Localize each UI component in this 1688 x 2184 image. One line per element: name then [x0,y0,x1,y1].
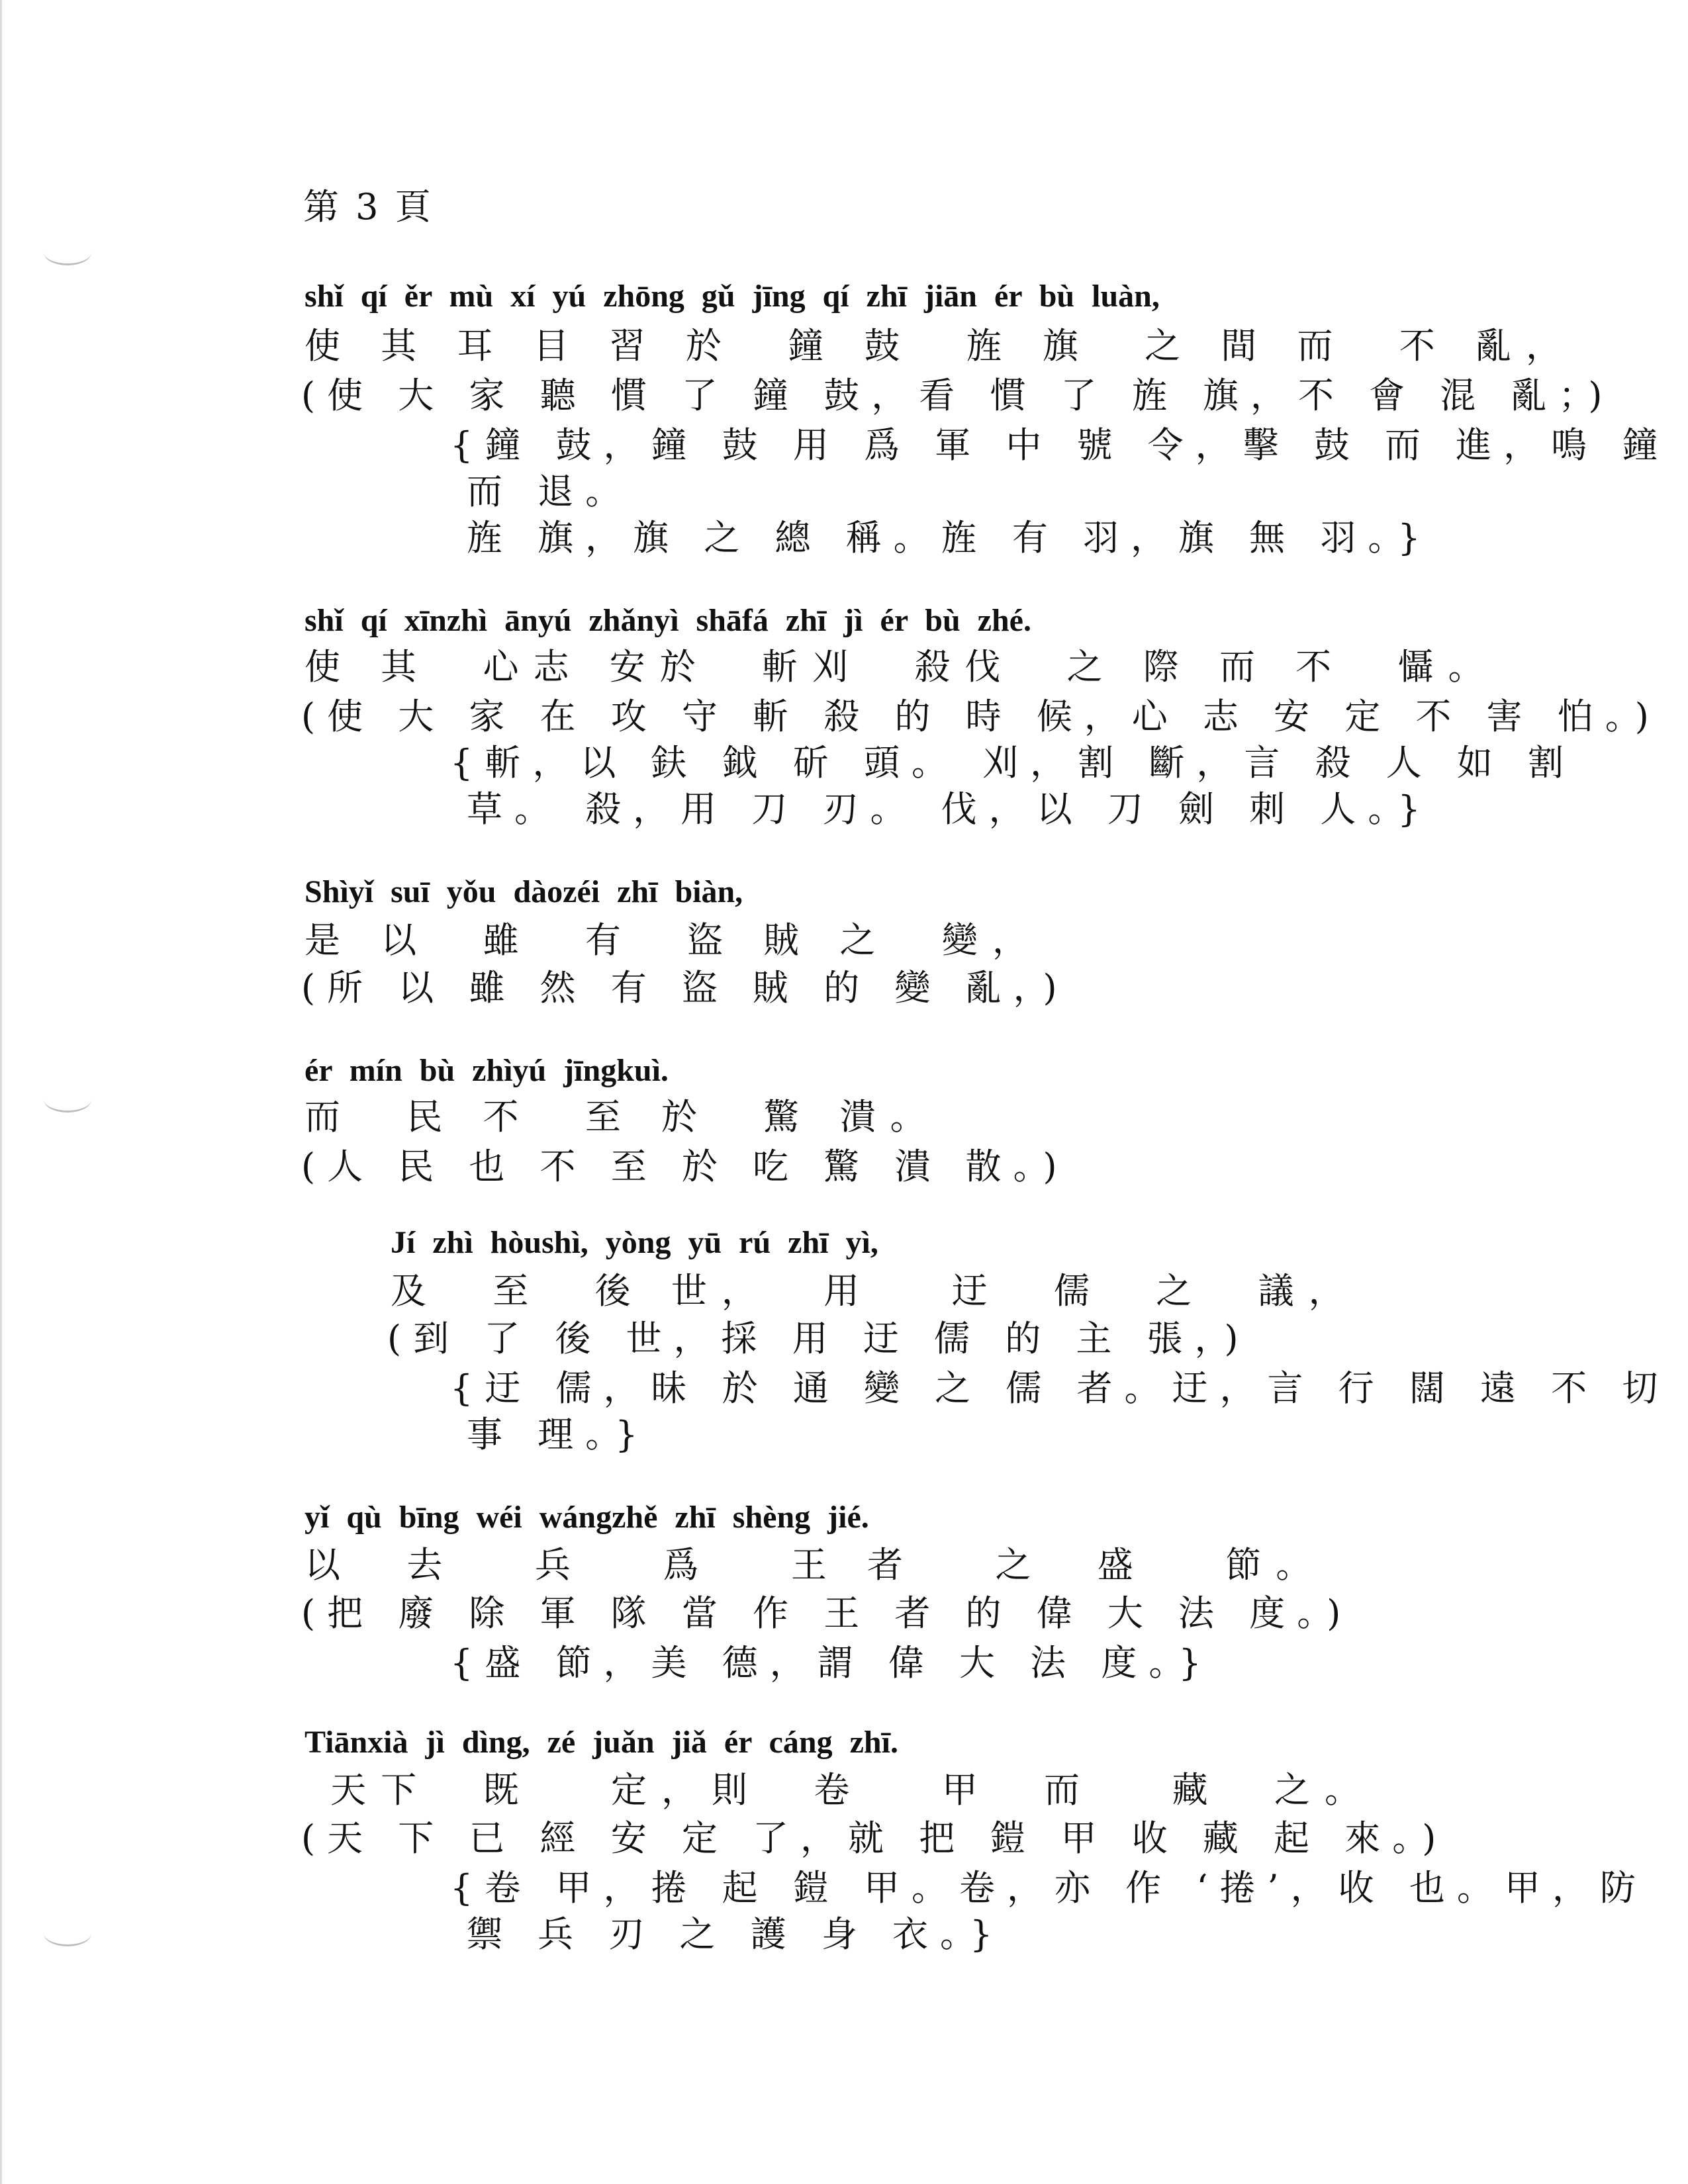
translation-line: (人 民 也 不 至 於 吃 驚 潰 散。) [301,1146,1069,1187]
pinyin-line: Shìyǐ suī yǒu dàozéi zhī biàn, [305,874,743,909]
note-line: 旌 旗，旗 之 總 稱。旌 有 羽，旗 無 羽。} [467,517,1432,559]
classical-text-line: 使 其 耳 目 習 於 鐘 鼓 旌 旗 之 間 而 不 亂， [305,325,1576,367]
classical-text-line: 使 其 心志 安於 斬刈 殺伐 之 際 而 不 懾。 [305,646,1499,688]
note-line: 事 理。} [467,1414,650,1455]
note-line: {迂 儒，昧 於 通 變 之 儒 者。迂，言 行 闊 遠 不 切 [450,1367,1670,1409]
classical-text-line: 是 以 雖 有 盜 賊 之 變， [305,919,1043,961]
note-line: 草。 殺，用 刀 刃。 伐，以 刀 劍 刺 人。} [467,788,1432,830]
classical-text-line: 天下 既 定，則 卷 甲 而 藏 之。 [305,1769,1375,1811]
translation-line: (到 了 後 世，採 用 迂 儒 的 主 張，) [387,1318,1250,1359]
translation-line: (天 下 已 經 安 定 了，就 把 鎧 甲 收 藏 起 來。) [301,1817,1448,1859]
classical-text-line: 及 至 後 世， 用 迂 儒 之 議， [391,1270,1359,1312]
classical-text-line: 以 去 兵 爲 王 者 之 盛 節。 [305,1544,1327,1586]
pinyin-line: Jí zhì hòushì, yòng yū rú zhī yì, [391,1225,878,1260]
note-line: {斬，以 鈇 鉞 斫 頭。 刈，割 斷，言 殺 人 如 割 [450,742,1576,784]
translation-line: (使 大 家 聽 慣 了 鐘 鼓，看 慣 了 旌 旗，不 會 混 亂；) [301,375,1615,416]
pinyin-line: yǐ qù bīng wéi wángzhě zhī shèng jié. [305,1500,869,1535]
note-line: 禦 兵 刃 之 護 身 衣。} [467,1913,1005,1955]
pinyin-line: shǐ qí xīnzhì ānyú zhǎnyì shāfá zhī jì ér bù zhé. [305,603,1031,638]
note-line: {鐘 鼓，鐘 鼓 用 爲 軍 中 號 令，擊 鼓 而 進，鳴 鐘 [450,424,1670,466]
pinyin-line: ér mín bù zhìyú jīngkuì. [305,1053,669,1088]
classical-text-line: 而 民 不 至 於 驚 潰。 [305,1096,941,1138]
translation-line: (所 以 雖 然 有 盜 賊 的 變 亂，) [301,967,1069,1009]
note-line: {盛 節，美 德，謂 偉 大 法 度。} [450,1642,1213,1684]
hole-punch-mark [44,1921,91,1946]
scan-edge-line [0,0,2,2184]
pinyin-line: Tiānxià jì dìng, zé juǎn jiǎ ér cáng zhī. [305,1725,898,1760]
page-number: 第 3 頁 [303,186,434,228]
hole-punch-mark [44,240,91,265]
pinyin-line: shǐ qí ěr mù xí yú zhōng gǔ jīng qí zhī jiān ér bù luàn, [305,279,1160,314]
hole-punch-mark [44,1087,91,1113]
note-line: 而 退。 [467,471,633,512]
translation-line: (把 廢 除 軍 隊 當 作 王 者 的 偉 大 法 度。) [301,1592,1353,1634]
translation-line: (使 大 家 在 攻 守 斬 殺 的 時 候，心 志 安 定 不 害 怕。) [301,696,1661,737]
note-line: {卷 甲，捲 起 鎧 甲。卷，亦 作 ‘捲’，收 也。甲，防 [450,1867,1648,1909]
